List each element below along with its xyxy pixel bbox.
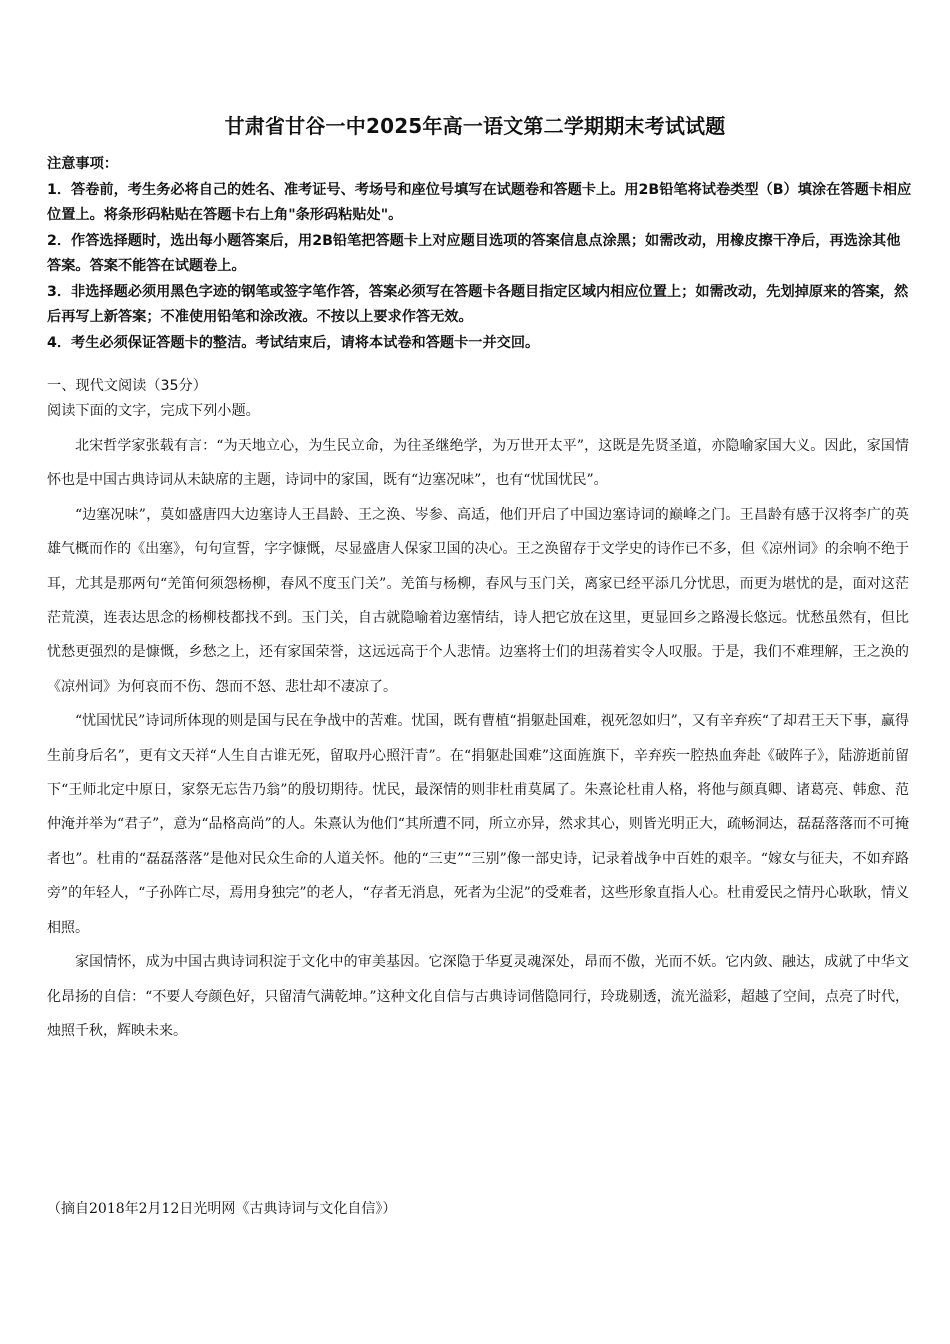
notice-item: 4．考生必须保证答题卡的整洁。考试结束后，请将本试卷和答题卡一并交回。 <box>47 334 540 351</box>
passage-paragraph: 北宋哲学家张载有言：“为天地立心，为生民立命，为往圣继绝学，为万世开太平”，这既是先贤圣道，亦隐喻家国大义。因此，家国情怀也是中国古典诗词从未缺席的主题，诗词中的家国，既有“边塞况味”，也有“忧国忧民”。 <box>47 438 909 489</box>
notice-item: 3．非选择题必须用黑色字迹的钢笔或签字笔作答，答案必须写在答题卡各题目指定区域内相应位置上；如需改动，先划掉原来的答案，然后再写上新答案；不准使用铅笔和涂改液。不按以上要求作答无效。 <box>47 283 909 325</box>
notice-item: 1．答卷前，考生务必将自己的姓名、准考证号、考场号和座位号填写在试题卷和答题卡上。用2B铅笔将试卷类型（B）填涂在答题卡相应位置上。将条形码粘贴在答题卡右上角"条形码粘贴处"。 <box>47 181 912 223</box>
document-title: 甘肃省甘谷一中2025年高一语文第二学期期末考试试题 <box>224 114 726 138</box>
notice-heading: 注意事项： <box>47 156 118 172</box>
section-header <box>47 374 260 424</box>
section-instruction: 阅读下面的文字，完成下列小题。 <box>47 403 260 419</box>
passage-paragraph: “边塞况味”，莫如盛唐四大边塞诗人王昌龄、王之涣、岑参、高适，他们开启了中国边塞诗词的巅峰之门。王昌龄有感于汉将李广的英雄气概而作的《出塞》，句句宣誓，字字慷慨，尽显盛唐人保家卫国的决心。王之涣留存于文学史的诗作已不多，但《凉州词》的余响不绝于耳，尤其是那两句“羌笛何须怨杨柳，春风不度玉门关”。羌笛与杨柳，春风与玉门关，离家已经平添几分忧思，而更为堪忧的是，面对这茫茫荒漠，连表达思念的杨柳枝都找不到。玉门关，自古就隐喻着边塞情结，诗人把它放在这里，更显回乡之路漫长悠远。忧愁虽然有，但比忧愁更强烈的是慷慨，乡愁之上，还有家国荣誉，这远远高于个人悲情。边塞将士们的坦荡着实令人叹服。于是，我们不难理解，王之涣的《凉州词》为何哀而不伤、怨而不怒、悲壮却不凄凉了。 <box>47 506 909 695</box>
passage-paragraph: “忧国忧民”诗词所体现的则是国与民在争战中的苦难。忧国，既有曹植“捐躯赴国难，视死忽如归”，又有辛弃疾“了却君王天下事，赢得生前身后名”，更有文天祥“人生自古谁无死，留取丹心照汗青”。在“捐躯赴国难”这面旌旗下，辛弃疾一腔热血奔赴《破阵子》，陆游逝前留下“王师北定中原日，家祭无忘告乃翁”的殷切期待。忧民，最深情的则非杜甫莫属了。朱熹论杜甫人格，将他与颜真卿、诸葛亮、韩愈、范仲淹并举为“君子”，意为“品格高尚”的人。朱熹认为他们“其所遭不同，所立亦异，然求其心，则皆光明正大，疏畅洞达，磊磊落落而不可掩者也”。杜甫的“磊磊落落”是他对民众生命的人道关怀。他的“三吏”“三别”像一部史诗，记录着战争中百姓的艰辛。“嫁女与征夫，不如弃路旁”的年轻人，“子孙阵亡尽，焉用身独完”的老人，“存者无消息，死者为尘泥”的受难者，这些形象直指人心。杜甫爱民之情丹心耿耿，情义相照。 <box>47 713 909 936</box>
passage-paragraph: 家国情怀，成为中国古典诗词积淀于文化中的审美基因。它深隐于华夏灵魂深处，昂而不傲，光而不妖。它内敛、融达，成就了中华文化昂扬的自信：“不要人夸颜色好，只留清气满乾坤。”这种文化自信与古典诗词偕隐同行，玲珑剔透，流光溢彩，超越了空间，点亮了时代，烛照千秋，辉映未来。 <box>47 954 909 1039</box>
section-heading: 一、现代文阅读（35分） <box>47 378 207 394</box>
notice-item: 2．作答选择题时，选出每小题答案后，用2B铅笔把答题卡上对应题目选项的答案信息点涂黑；如需改动，用橡皮擦干净后，再选涂其他答案。答案不能答在试题卷上。 <box>47 232 901 274</box>
reading-passage <box>47 429 909 1048</box>
passage-source: （摘自2018年2月12日光明网《古典诗词与文化自信》） <box>47 1201 397 1217</box>
notice-section <box>47 152 912 356</box>
